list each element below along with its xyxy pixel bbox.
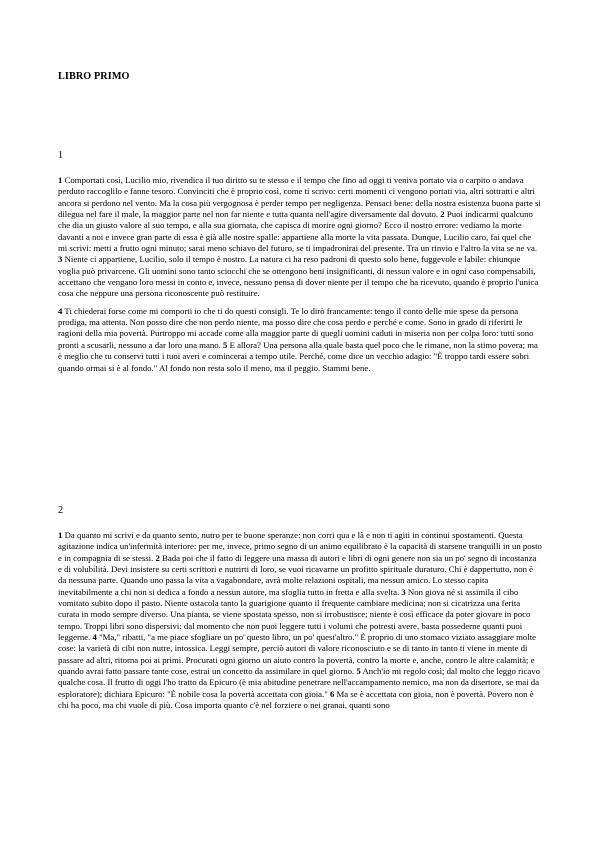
letter-body (58, 530, 542, 712)
paragraph (58, 175, 542, 300)
section-number: 6 (329, 688, 335, 699)
section-text: "Ma," ribatti, "a me piace sfogliare un po' questo libro, un po' quest'altro." È proprio di uno stomaco viziato assaggiare molte cose: la varietà di cibi non nutre, intossica. Leggi sempre, perciò autori di valore riconosciuto e se di tanto in tanto ti viene in mente di passare ad altri, ritorna poi ai primi. Procurati ogni giorno un aiuto contro la povertà, contro la morte e, anche, contro le altre calamità; e quando avrai fatto passare tante cose, estrai un concetto da assimilare in quel giorno. (58, 632, 537, 677)
section-number: 2 (440, 209, 445, 220)
section-text: Comportati così, Lucilio mio, rivendica il tuo diritto su te stesso e il tempo che fino ad oggi ti veniva portato via o carpito o andava perduto raccoglilo e fanne tesoro. Convinciti che è proprio così, come ti scrivo: certi momenti ci vengono portati via, altri sottratti e altri ancora si perdono nel vento. Ma la cosa più vergognosa è perder tempo per negligenza. Pensaci bene: della nostra esistenza buona parte si dilegua nel fare il male, la maggior parte nel non far niente e tutta quanta nell'agire diversamente dal dovuto. (58, 175, 541, 220)
section-text: E allora? Una persona alla quale basta quel poco che le rimane, non la stimo povera; ma è meglio che tu conservi tutti i tuoi averi e comincerai a tempo utile. Perché, come dice un vecchio adagio: "È troppo tardi essere sobri quando ormai si è al fondo." Al fondo non resta solo il meno, ma il peggio. Stammi bene. (58, 339, 538, 373)
section-number: 4 (58, 305, 63, 316)
section-number: 3 (401, 586, 406, 597)
section-text: Anch'io mi regolo così; dal molto che leggo ricavo qualche cosa. Il frutto di oggi l'ho tratto da Epicuro (è mia abitudine penetrare nell'accampamento nemico, ma non da disertore, se mai da esploratore); dichiara Epicuro: "È nobile cosa la povertà accettata con gioia." (58, 666, 540, 699)
section-text: Niente ci appartiene, Lucilio, solo il tempo è nostro. La natura ci ha reso padroni di questo solo bene, fuggevole e labile: chiunque voglia può privarcene. Gli uomini sono tanto sciocchi che se ottengono beni insignificanti, di nessun valore e in ogni caso compensabili, accettano che vengano loro messi in conto e, invece, nessuno pensa di dover niente per il tempo che ha ricevuto, quando è proprio l'unica cosa che neppure una persona riconoscente può restituire. (58, 254, 539, 299)
section-number: 4 (92, 632, 97, 643)
book-title: LIBRO PRIMO (58, 71, 130, 82)
paragraph (58, 530, 542, 712)
section-text: Ti chiederai forse come mi comporti io che ti do questi consigli. Te lo dirò francamente: tengo il conto delle mie spese da persona prodiga, ma attenta. Non posso dire che non perdo niente, ma posso dire che cosa perdo e perché e come. Sono in grado di riferirti le ragioni della mia povertà. Purtroppo mi accade come alla maggior parte di quegli uomini caduti in miseria non per colpa loro: tutti sono pronti a scusarli, nessuno a dar loro una mano. (58, 305, 534, 350)
letter-body (58, 175, 542, 374)
section-text: Ma se è accettata con gioia, non è povertà. Povero non è chi ha poco, ma chi vuole di più. Cosa importa quanto c'è nel forziere o nei granai, quanti sono (58, 688, 534, 711)
letter-number: 2 (58, 505, 64, 516)
section-number: 3 (58, 254, 63, 265)
letter-number: 1 (58, 150, 64, 161)
section-number: 5 (223, 339, 228, 350)
section-number: 1 (58, 175, 63, 185)
section-number: 5 (356, 666, 361, 677)
section-number: 2 (155, 552, 160, 563)
section-text: Bada poi che il fatto di leggere una massa di autori e libri di ogni genere non sia un po' segno di incostanza e di volubilità. Devi insistere su certi scrittori e nutrirti di loro, se vuoi ricavarne un profitto spirituale duraturo. Chi è dappertutto, non è da nessuna parte. Quando uno passa la vita a vagabondare, avrà molte relazioni ospitali, ma nessun amico. Lo stesso capita inevitabilmente a chi non si dedica a fondo a nessun autore, ma sfoglia tutto in fretta e alla svelta. (58, 552, 537, 597)
section-text: Non giova né si assimila il cibo vomitato subito dopo il pasto. Niente ostacola tanto la guarigione quanto il frequente cambiare medicina; non si cicatrizza una ferita curata in modo sempre diverso. Una pianta, se viene spostata spesso, non si irrobustisce; niente è così efficace da poter giovare in poco tempo. Troppi libri sono dispersivi: dal momento che non puoi leggere tutti i volumi che potresti avere, basta possederne quanti puoi leggerne. (58, 586, 531, 643)
section-number: 1 (58, 530, 63, 540)
paragraph (58, 306, 542, 374)
section-text: Da quanto mi scrivi e da quanto sento, nutro per te buone speranze: non corri qua e là e non ti agiti in continui spostamenti. Questa agitazione indica un'infermità interiore: per me, invece, primo segno di un animo equilibrato è la capacità di starsene tranquilli in un posto e in compagnia di se stessi. (58, 530, 542, 563)
section-text: Puoi indicarmi qualcuno che dia un giusto valore al suo tempo, e alla sua giornata, che capisca di morire ogni giorno? Ecco il nostro errore: vediamo la morte davanti a noi e invece gran parte di essa è già alle nostre spalle: appartiene alla morte la vita passata. Dunque, Lucilio caro, fai quel che mi scrivi: metti a frutto ogni minuto; sarai meno schiavo del futuro, se ti impadronirai del presente. Tra un rinvio e l'altro la vita se ne va. (58, 209, 538, 254)
